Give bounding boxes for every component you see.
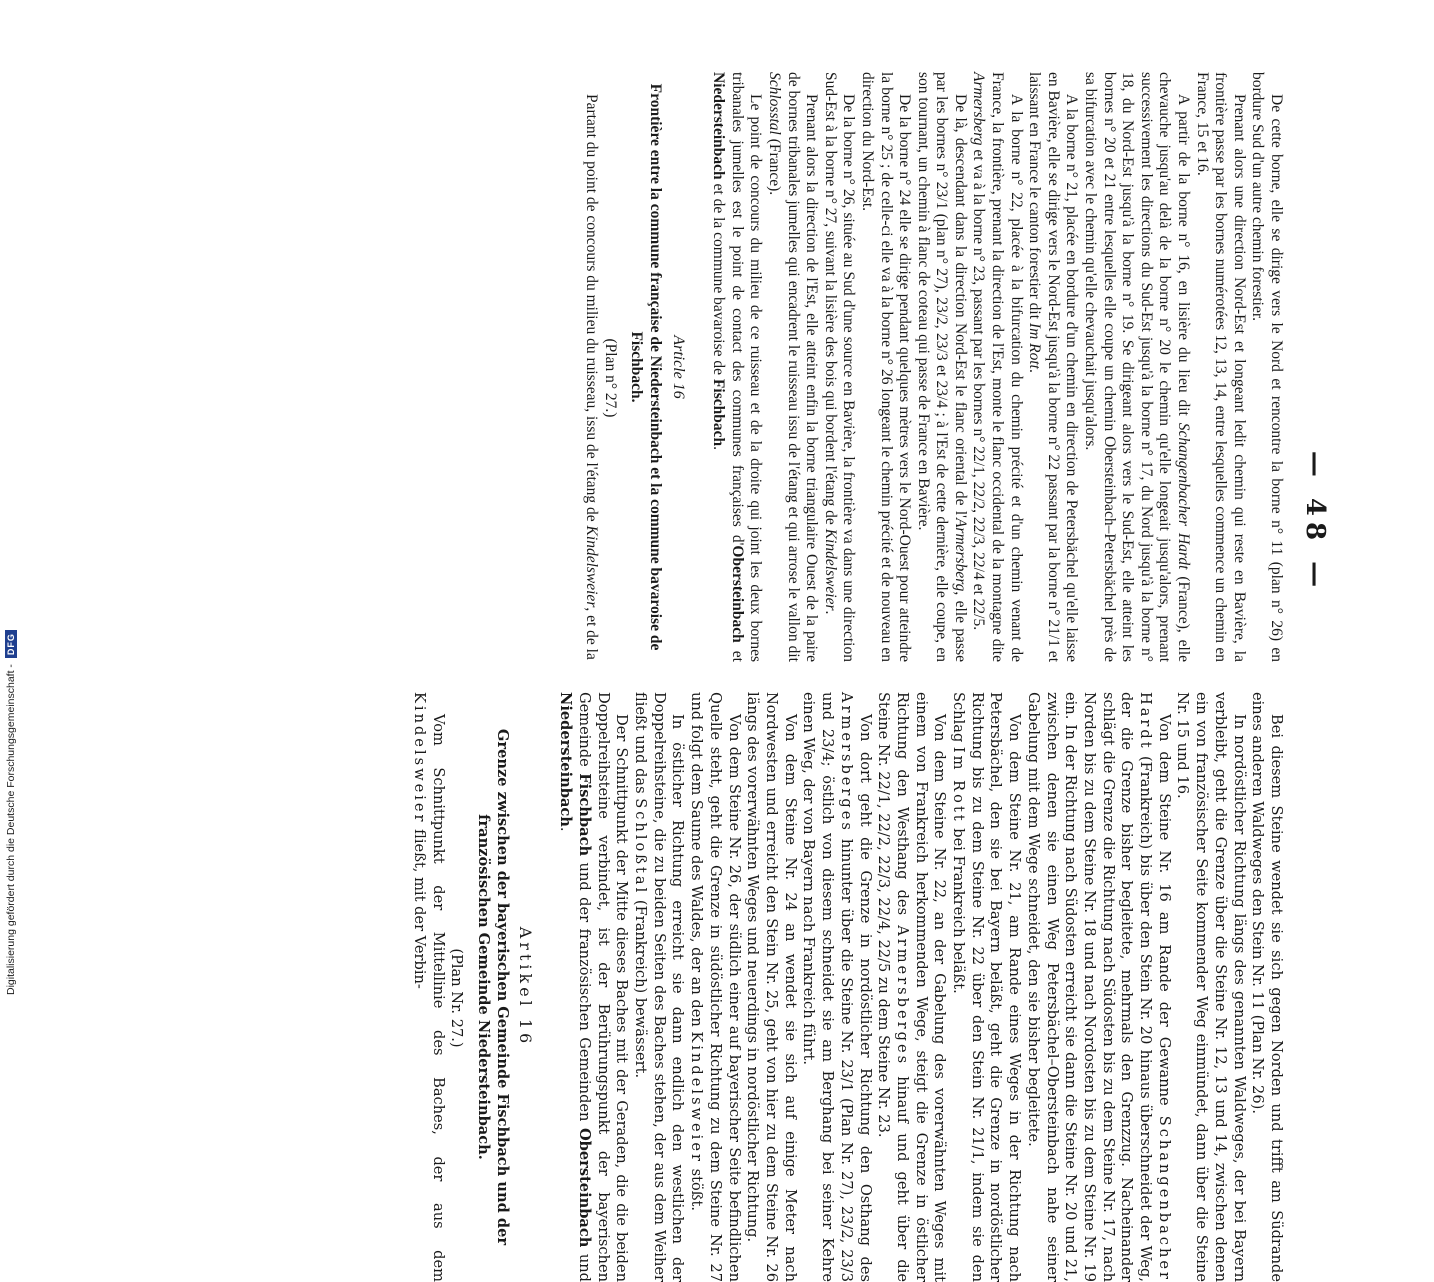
paragraph: De là, descendant dans la direction Nord-Est le flanc oriental de l'Armersberg, elle passe par les bornes n° 23/1 (plan n° 27), 23/2, 23/3 et 23/4 ; à l'Est de cette dernière, elle coupe, en son tournant, un chemin à flanc de coteau qui passe de France en Bavière. [914, 72, 969, 663]
article-heading: Artikel 16 [515, 926, 535, 1048]
paragraph: Der Schnittpunkt der Mitte dieses Baches mit der Geraden, die die beiden Doppelreihsteine verbindet, ist der Berührungspunkt der bayerischen Gemeinde Fischbach und der französischen Gemeinden Obersteinbach und Niedersteinbach. [557, 692, 631, 1282]
article-heading: Article 16 [669, 335, 687, 399]
french-column [582, 72, 1285, 662]
paragraph: De cette borne, elle se dirige vers le Nord et rencontre la borne n° 11 (plan n° 26) en bordure Sud d'un autre chemin forestier. [1249, 72, 1285, 662]
paragraph: Von dort geht die Grenze in nordöstlicher Richtung den Osthang des Armersberges hinunter über die Steine Nr. 23/1 (Plan Nr. 27), 23/2, 23/3 und 23/4; östlich von diesem schneidet sie am Berghang bei seiner Kehre einen Weg, der von Bayern nach Frankreich führt. [800, 692, 874, 1282]
paragraph: Von dem Steine Nr. 16 am Rande der Gewanne Schangenbacher Hardt (Frankreich) bis über den Stein Nr. 20 hinaus überschneidet der Weg, der die Grenze bisher begleitete, mehrmals den Grenzzug. Nacheinander schlägt die Grenze die Richtung nach Südosten bis zu dem Steine Nr. 17, nach Norden bis zu dem Steine Nr. 18 und nach Nordosten bis zu dem Steine Nr. 19 ein. In der Richtung nach Südosten erreicht sie dann die Steine Nr. 20 und 21, zwischen denen sie einen Weg Petersbächel–Obersteinbach nahe seiner Gabelung mit dem Wege schneidet, den sie bisher begleitete. [1024, 692, 1173, 1282]
paragraph: Prenant alors une direction Nord-Est et longeant ledit chemin qui reste en Bavière, la frontière passe par les bornes numérotées 12, 13, 14, entre lesquelles commence un chemin en France, 15 et 16. [1193, 72, 1248, 662]
rotated-page [80, 72, 1330, 1282]
paragraph: A la borne n° 22, placée à la bifurcation du chemin précité et d'un chemin venant de France, la frontière, prenant la direction de l'Est, monte le flanc occidental de la montagne dite Armersberg et va à la borne n° 23, passant par les bornes n° 22/1, 22/2, 22/3, 22/4 et 22/5. [970, 72, 1025, 662]
paragraph: A la borne n° 21, placée en bordure d'un chemin en direction de Petersbächel qu'elle laisse en Bavière, elle se dirige vers le Nord-Est jusqu'à la borne n° 22 passant par la borne n° 21/1 et laissant en France le canton forestier dit Im Rott. [1026, 72, 1081, 662]
plan-reference: (Plan n° 27.) [601, 338, 619, 418]
page-number: — 48 — [1300, 450, 1330, 594]
paragraph: Von dem Steine Nr. 26, der südlich einer auf bayerischer Seite befindlichen Quelle steht, geht die Grenze in südöstlicher Richtung zu dem Steine Nr. 27 und folgt dem Saume des Waldes, der an den Kindelsweier stößt. [688, 692, 743, 1282]
paragraph: De la borne n° 26, située au Sud d'une source en Bavière, la frontière va dans une direction Sud-Est à la borne n° 27, suivant la lisière des bois qui bordent l'étang de Kindelsweier. [821, 72, 858, 662]
digitization-footer [2, 0, 20, 995]
paragraph: A partir de la borne n° 16, en lisière du lieu dit Schangenbacher Hardt (France), elle chevauche jusqu'au delà de la borne n° 20 le chemin qu'elle longeait jusqu'alors, prenant successivement les directions du Sud-Est jusqu'à la borne n° 17, du Nord jusqu'à la borne n° 18, du Nord-Est jusqu'à la borne n° 19. Se dirigeant alors vers le Sud-Est, elle atteint les bornes n° 20 et 21 entre lesquelles elle coupe un chemin Obersteinbach–Petersbächel près de sa bifurcation avec le chemin qu'elle chevauchait jusqu'alors. [1082, 72, 1193, 662]
dfg-logo: DFG [5, 630, 17, 658]
paragraph: In nordöstlicher Richtung längs des genannten Waldweges, der bei Bayern verbleibt, geht die Grenze über die Steine Nr. 12, 13 und 14, zwischen denen ein von französischer Seite kommender Weg einmündet, dann über die Steine Nr. 15 und 16. [1174, 692, 1248, 1282]
paragraph: Bei diesem Steine wendet sie sich gegen Norden und trifft am Südrande eines anderen Waldweges den Stein Nr. 11 (Plan Nr. 26). [1249, 692, 1285, 1282]
plan-reference: (Plan Nr. 27.) [448, 948, 466, 1048]
paragraph: Von dem Steine Nr. 24 an wendet sie sich auf einige Meter nach Nordwesten und erreicht den Stein Nr. 25, geht von hier zu dem Steine Nr. 26 längs des vorerwähnten Weges und neuerdings in nordöstlicher Richtung. [744, 692, 799, 1282]
paragraph: Partant du point de concours du milieu du ruisseau, issu de l'étang de Kindelsweier, et de la [583, 94, 601, 660]
paragraph: Prenant alors la direction de l'Est, elle atteint enfin la borne triangulaire Ouest de la paire de bornes tribanales jumelles qui encadrent le ruisseau issu de l'étang et qui arrose le vallon dit Schlosstal (France). [765, 72, 821, 662]
paragraph: Vom Schnittpunkt der Mittellinie des Baches, der aus dem Kindelsweier fließt, mit der Verbin- [411, 692, 447, 1282]
article-subheading: Grenze zwischen der bayerischen Gemeinde Fischbach und der französischen Gemeinde Niedersteinbach. [475, 728, 511, 1246]
paragraph: Von dem Steine Nr. 22, an der Gabelung des vorerwähnten Weges mit einem von Frankreich herkommenden Wege, steigt die Grenze in östlicher Richtung den Westhang des Armersberges hinauf und geht über die Steine Nr. 22/1, 22/2, 22/3, 22/4, 22/5 zu dem Steine Nr. 23. [875, 692, 949, 1282]
article-subheading: Frontière entre la commune française de Niedersteinbach et la commune bavaroise de Fischbach. [628, 83, 664, 651]
footer-text: Digitalisierung gefördert durch die Deutsche Forschungsgemeinschaft - [5, 664, 17, 995]
paragraph: Le point de concours du milieu de ce ruisseau et de la droite qui joint les deux bornes tribanales jumelles est le point de contact des communes françaises d'Obersteinbach et Niedersteinbach et de la commune bavaroise de Fischbach. [710, 72, 765, 662]
paragraph: In östlicher Richtung erreicht sie dann endlich den westlichen der Doppelreihsteine, die zu beiden Seiten des Baches stehen, der aus dem Weiher fließt und das Schloßtal (Frankreich) bewässert. [632, 692, 687, 1282]
german-column [409, 692, 1285, 1282]
paragraph: Von dem Steine Nr. 21, am Rande eines Weges in der Richtung nach Petersbächel, den sie bei Bayern beläßt, geht die Grenze in nordöstlicher Richtung bis zu dem Steine Nr. 22 über den Stein Nr. 21/1, indem sie den Schlag Im Rott bei Frankreich beläßt. [950, 692, 1024, 1282]
paragraph: De la borne n° 24 elle se dirige pendant quelques mètres vers le Nord-Ouest pour atteindre la borne n° 25 ; de celle-ci elle va à la borne n° 26 longeant le chemin précité et de nouveau en direction du Nord-Est. [858, 72, 914, 662]
